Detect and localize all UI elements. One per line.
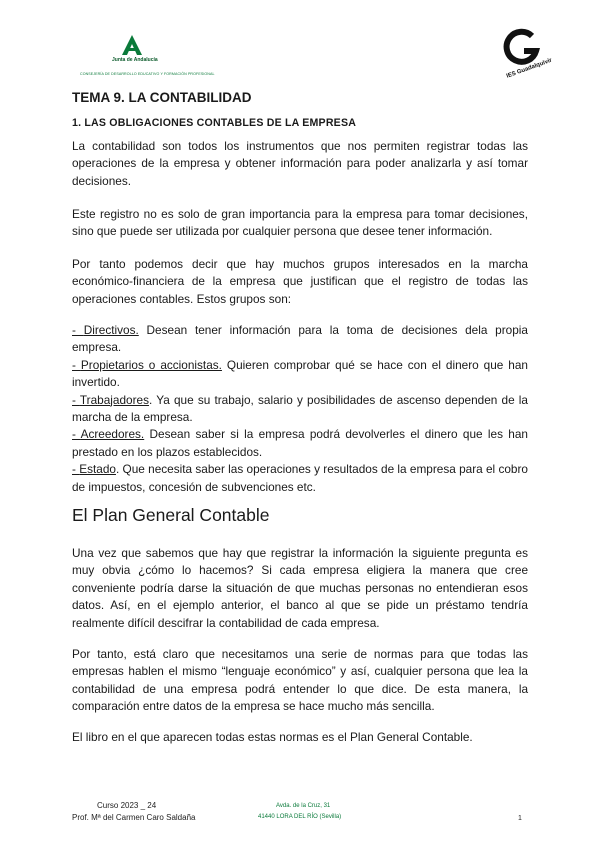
list-item-acreedores: - Acreedores. Desean saber si la empresa podrá devolverles el dinero que les han prestado en los plazos establecidos. <box>72 427 528 459</box>
group-term: Trabajadores <box>79 392 149 407</box>
interested-groups-list <box>72 322 528 496</box>
footer-course: Curso 2023 _ 24 <box>97 801 157 810</box>
junta-andalucia-logo <box>112 34 158 63</box>
paragraph-how: Una vez que sabemos que hay que registrar la información la siguiente pregunta es muy obvia ¿cómo lo hacemos? Si cada empresa eligiera la manera que cree conveniente podría darse la situación de que muchas personas no entendieran esos datos. Así, en el ejemplo anterior, el banco al que se pide un préstamo tendría realmente difícil descifrar la contabilidad de cada empresa. <box>72 546 528 630</box>
ies-guadalquivir-emblem-icon <box>498 26 553 80</box>
list-item-estado: - Estado. Que necesita saber las operaciones y resultados de la empresa para el cobro de impuestos, concesión de subvenciones etc. <box>72 462 528 494</box>
footer-professor: Prof. Mª del Carmen Caro Saldaña <box>72 813 196 822</box>
list-item-directivos: - Directivos. Desean tener información para la toma de decisiones dela propia empresa. <box>72 323 528 355</box>
footer-city: 41440 LORA DEL RÍO (Sevilla) <box>258 814 342 820</box>
group-term: Directivos. <box>83 323 139 337</box>
list-item-trabajadores: - Trabajadores. Ya que su trabajo, salario y posibilidades de ascenso dependen de la marcha de la empresa. <box>72 392 528 425</box>
paragraph-groups-intro: Por tanto podemos decir que hay muchos grupos interesados en la marcha económico-financiera de la empresa que justifican que el registro de todas las operaciones contables. Estos grupos son: <box>72 257 528 306</box>
paragraph-book: El libro en el que aparecen todas estas normas es el Plan General Contable. <box>72 730 473 744</box>
ies-guadalquivir-logo <box>498 26 553 80</box>
ies-logo-text: IES Guadalquivir <box>505 57 553 80</box>
page-number: 1 <box>518 815 522 822</box>
group-term: Estado <box>79 462 116 477</box>
page-title: TEMA 9. LA CONTABILIDAD <box>72 90 252 105</box>
paragraph-importance: Este registro no es solo de gran importancia para la empresa para tomar decisiones, sino que puede ser utilizada por cualquier persona que desee tener información. <box>72 207 528 239</box>
group-term: Propietarios o accionistas. <box>80 357 222 372</box>
plan-general-title: El Plan General Contable <box>72 505 270 525</box>
group-term: Acreedores. <box>80 427 145 442</box>
footer-address: Avda. de la Cruz, 31 <box>276 803 331 809</box>
junta-andalucia-name: Junta de Andalucía <box>112 57 158 63</box>
section-title: 1. LAS OBLIGACIONES CONTABLES DE LA EMPRESA <box>72 117 357 129</box>
paragraph-definition: La contabilidad son todos los instrumentos que nos permiten registrar todas las operaciones de la empresa y obtener información para poder analizarla y así tomar decisiones. <box>72 139 528 188</box>
consejeria-label: CONSEJERÍA DE DESARROLLO EDUCATIVO Y FORMACIÓN PROFESIONAL <box>80 72 215 76</box>
paragraph-rules: Por tanto, está claro que necesitamos una serie de normas para que todas las empresas hablen el mismo “lenguaje económico” y así, cualquier persona que lea la contabilidad de una empresa podrá entender lo que dice. De esta manera, la comparación entre datos de la empresa se hace mucho más sencilla. <box>72 647 528 714</box>
junta-andalucia-emblem-icon <box>121 34 143 56</box>
list-item-propietarios: - Propietarios o accionistas. Quieren comprobar qué se hace con el dinero que han invertido. <box>72 357 528 390</box>
